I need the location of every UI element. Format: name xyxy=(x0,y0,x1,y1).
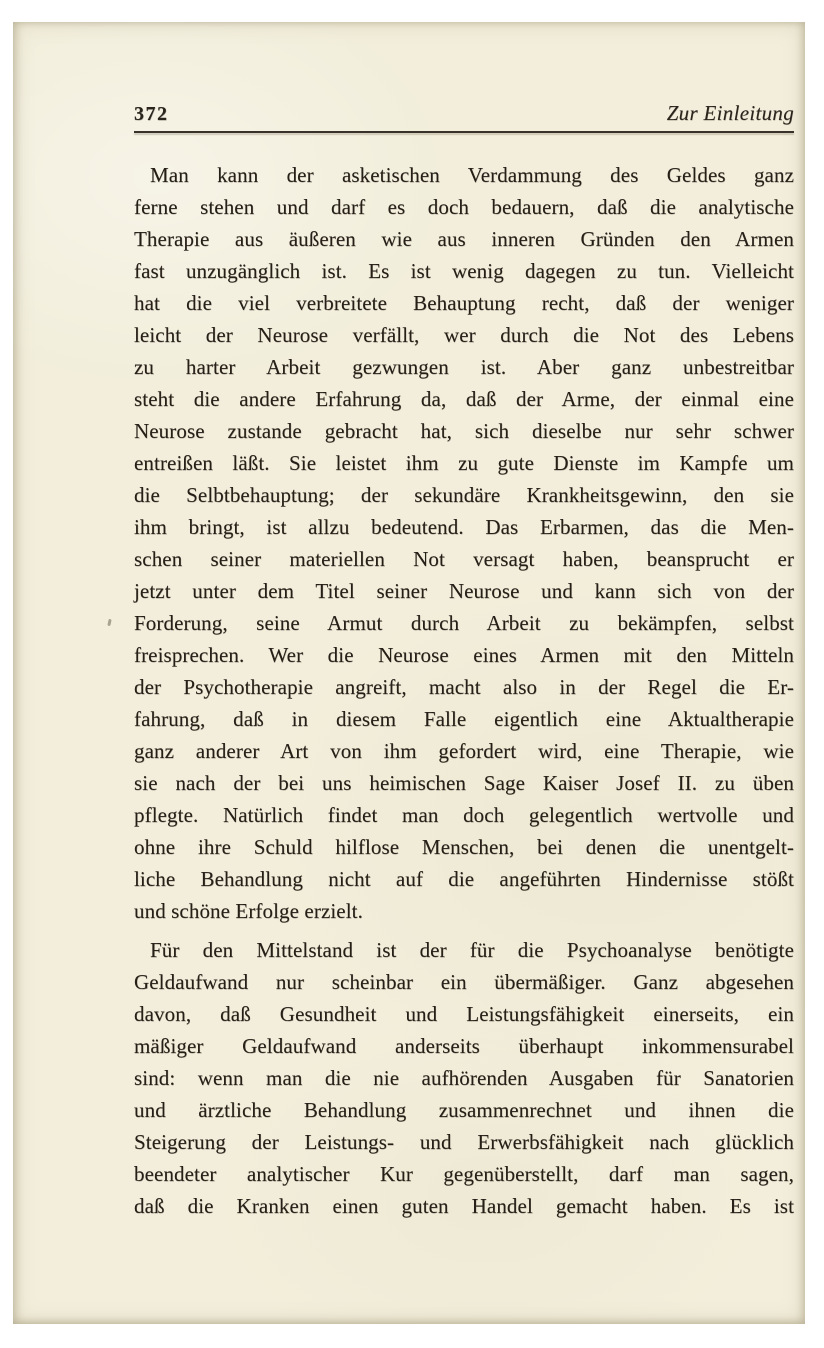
text-line: ganz anderer Art von ihm gefordert wird, eine Therapie, wie xyxy=(134,739,794,763)
text-line: und schöne Erfolge erzielt. xyxy=(134,899,363,923)
text-line: ohne ihre Schuld hilflose Menschen, bei denen die unentgelt- xyxy=(134,835,794,859)
paragraph xyxy=(134,159,794,927)
text-line: freisprechen. Wer die Neurose eines Armen mit den Mitteln xyxy=(134,643,794,667)
text-line: daß die Kranken einen guten Handel gemacht haben. Es ist xyxy=(134,1194,794,1218)
running-head: Zur Einleitung xyxy=(666,101,794,125)
text-line: fast unzugänglich ist. Es ist wenig dagegen zu tun. Vielleicht xyxy=(134,259,794,283)
text-line: Neurose zustande gebracht hat, sich dieselbe nur sehr schwer xyxy=(134,419,794,443)
text-line: liche Behandlung nicht auf die angeführten Hindernisse stößt xyxy=(134,867,794,891)
text-line: sie nach der bei uns heimischen Sage Kaiser Josef II. zu üben xyxy=(134,771,794,795)
header-rule xyxy=(134,131,794,133)
page-content xyxy=(134,22,794,1222)
text-line: jetzt unter dem Titel seiner Neurose und kann sich von der xyxy=(134,579,794,603)
text-line: entreißen läßt. Sie leistet ihm zu gute Dienste im Kampfe um xyxy=(134,451,794,475)
text-line: Man kann der asketischen Verdammung des Geldes ganz xyxy=(150,163,794,187)
paragraph xyxy=(134,934,794,1222)
text-line: und ärztliche Behandlung zusammenrechnet und ihnen die xyxy=(134,1098,794,1122)
text-line: leicht der Neurose verfällt, wer durch die Not des Lebens xyxy=(134,323,794,347)
text-line: steht die andere Erfahrung da, daß der Arme, der einmal eine xyxy=(134,387,794,411)
text-line: ihm bringt, ist allzu bedeutend. Das Erbarmen, das die Men- xyxy=(134,515,794,539)
ink-speck xyxy=(107,619,111,626)
page-body xyxy=(134,159,794,1222)
text-line: Therapie aus äußeren wie aus inneren Gründen den Armen xyxy=(134,227,794,251)
text-line: ferne stehen und darf es doch bedauern, daß die analytische xyxy=(134,195,794,219)
text-line: mäßiger Geldaufwand anderseits überhaupt inkommensurabel xyxy=(134,1034,794,1058)
scanned-book-page xyxy=(13,22,805,1324)
text-line: der Psychotherapie angreift, macht also in der Regel die Er- xyxy=(134,675,794,699)
text-line: beendeter analytischer Kur gegenüberstellt, darf man sagen, xyxy=(134,1162,794,1186)
text-line: die Selbtbehauptung; der sekundäre Krankheitsgewinn, den sie xyxy=(134,483,794,507)
text-line: fahrung, daß in diesem Falle eigentlich eine Aktualtherapie xyxy=(134,707,794,731)
text-line: sind: wenn man die nie aufhörenden Ausgaben für Sanatorien xyxy=(134,1066,794,1090)
text-line: davon, daß Gesundheit und Leistungsfähigkeit einerseits, ein xyxy=(134,1002,794,1026)
text-line: Geldaufwand nur scheinbar ein übermäßiger. Ganz abgesehen xyxy=(134,970,794,994)
text-line: pflegte. Natürlich findet man doch gelegentlich wertvolle und xyxy=(134,803,794,827)
text-line: Forderung, seine Armut durch Arbeit zu bekämpfen, selbst xyxy=(134,611,794,635)
text-line: zu harter Arbeit gezwungen ist. Aber ganz unbestreitbar xyxy=(134,355,794,379)
text-line: Für den Mittelstand ist der für die Psychoanalyse benötigte xyxy=(150,938,794,962)
text-line: hat die viel verbreitete Behauptung recht, daß der weniger xyxy=(134,291,794,315)
page-number: 372 xyxy=(134,103,169,125)
text-line: schen seiner materiellen Not versagt haben, beansprucht er xyxy=(134,547,794,571)
text-line: Steigerung der Leistungs- und Erwerbsfähigkeit nach glücklich xyxy=(134,1130,794,1154)
page-header xyxy=(134,101,794,126)
